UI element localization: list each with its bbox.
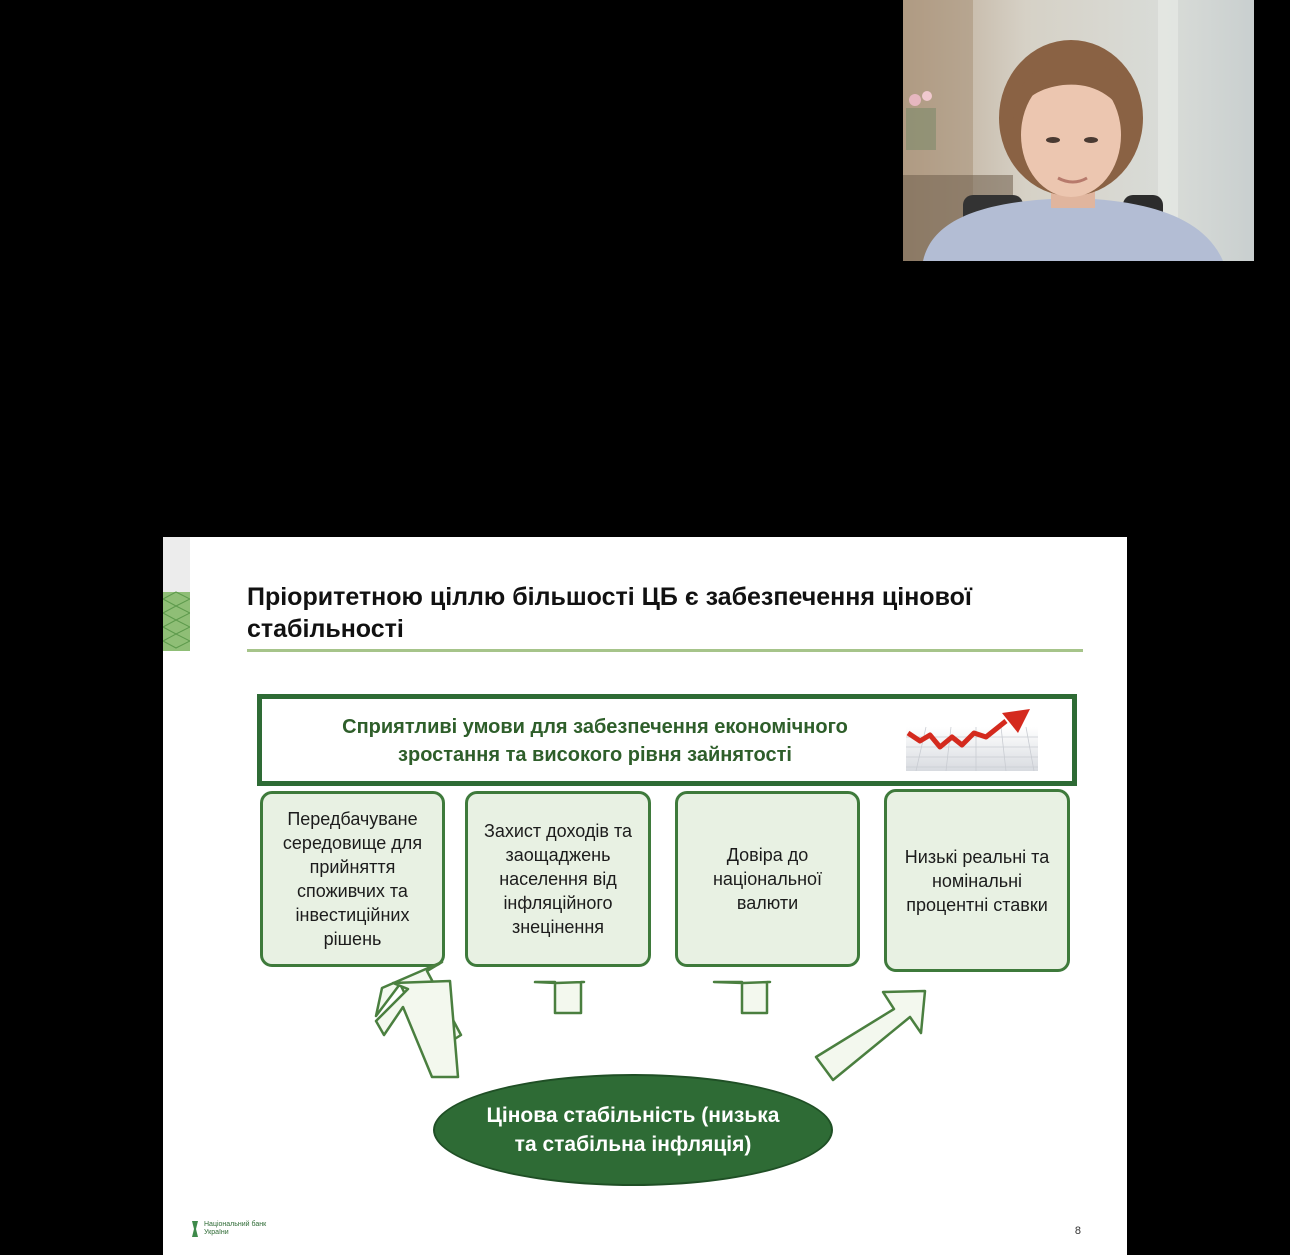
up-arrow-icon (714, 982, 770, 1013)
slide-title: Пріоритетною ціллю більшості ЦБ є забезпечення цінової стабільності (247, 583, 972, 643)
up-right-arrow-icon (816, 991, 925, 1080)
benefit-text: Довіра до національної валюти (712, 845, 823, 913)
benefit-box-currency-trust (675, 791, 860, 967)
logo-text: Національний банк України (204, 1221, 267, 1236)
page-number: 8 (1074, 1225, 1081, 1237)
benefit-text: Передбачуване середовище для прийняття споживчих та інвестиційних рішень (282, 809, 423, 949)
webcam-video-tile[interactable] (903, 0, 1254, 261)
benefit-box-predictable-environment (260, 791, 445, 967)
nbu-logo-icon (190, 1220, 200, 1238)
goal-text: Сприятливі умови для забезпечення економічного зростання та високого рівня зайнятості (342, 716, 848, 766)
benefit-text: Захист доходів та заощаджень населення від інфляційного знецінення (483, 821, 633, 937)
goal-box (257, 694, 1077, 786)
nbu-logo (190, 1220, 274, 1238)
benefit-box-low-rates (884, 789, 1070, 972)
up-arrow-icon (535, 982, 584, 1013)
up-left-arrow-icon (376, 962, 461, 1052)
slide-decoration-icon (163, 537, 190, 651)
benefit-box-income-protection (465, 791, 651, 967)
shared-slide (163, 537, 1127, 1255)
title-divider (247, 649, 1083, 652)
up-left-arrow-icon (376, 981, 458, 1077)
benefit-text: Низькі реальні та номінальні процентні ставки (904, 846, 1050, 915)
price-stability-ellipse (433, 1074, 833, 1186)
growth-chart-icon (906, 707, 1038, 771)
foundation-text: Цінова стабільність (низька та стабільна інфляція) (486, 1104, 780, 1156)
presenter-video-icon (903, 0, 1254, 261)
